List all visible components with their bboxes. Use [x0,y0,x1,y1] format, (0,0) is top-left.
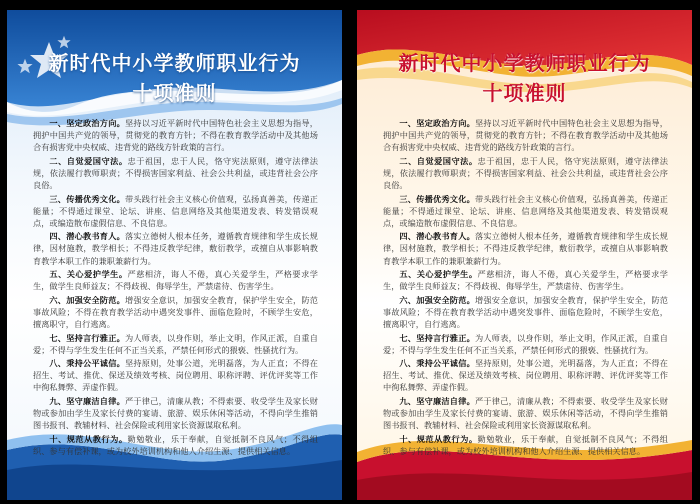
rule-body: 严慈相济，诲人不倦，真心关爱学生，严格要求学生，做学生良师益友；不得歧视、侮辱学生，严禁虐待、伤害学生。 [33,269,318,292]
rule-item [33,117,318,153]
rule-item [383,193,668,229]
rule-heading: 七、坚持言行雅正。 [399,332,475,343]
rule-heading: 四、潜心教书育人。 [49,231,125,242]
rule-heading: 六、加强安全防范。 [399,294,475,305]
rule-body: 严于律己，清廉从教；不得索要、收受学生及家长财物或参加由学生及家长付费的宴请、旅游、娱乐休闲等活动，不得向学生推销图书报刊、教辅材料、社会保险或利用家长资源谋取私利。 [33,396,318,431]
rule-heading: 六、加强安全防范。 [49,294,125,305]
title-line-1: 新时代中小学教师职业行为 [48,51,301,75]
rule-item [33,395,318,431]
rule-heading: 四、潜心教书育人。 [399,231,475,242]
rule-item [33,357,318,393]
rule-body: 忠于祖国，忠于人民，恪守宪法原则，遵守法律法规，依法履行教师职责；不得损害国家利益、社会公共利益，或违背社会公序良俗。 [33,155,318,190]
rule-body: 带头践行社会主义核心价值观，弘扬真善美，传递正能量；不得通过课堂、论坛、讲座、信息网络及其他渠道发表、转发错误观点，或编造散布虚假信息、不良信息。 [33,193,318,228]
rule-item [33,268,318,292]
rule-body: 落实立德树人根本任务，遵循教育规律和学生成长规律，因材施教，教学相长；不得违反教学纪律，敷衍教学，或擅自从事影响教育教学本职工作的兼职兼薪行为。 [383,231,668,266]
rule-heading: 五、关心爱护学生。 [49,269,128,280]
rule-heading: 二、自觉爱国守法。 [49,155,128,166]
rules-text [383,117,668,459]
rule-heading: 九、坚守廉洁自律。 [49,396,125,407]
page-title [7,48,342,108]
rule-body: 坚持以习近平新时代中国特色社会主义思想为指导，拥护中国共产党的领导，贯彻党的教育方针；不得在教育教学活动中及其他场合有损害党中央权威、违背党的路线方针政策的言行。 [33,118,318,153]
rule-body: 增强安全意识，加强安全教育，保护学生安全，防范事故风险；不得在教育教学活动中遇突发事件、面临危险时，不顾学生安危，擅离职守，自行逃离。 [383,294,668,329]
rule-item [33,294,318,330]
rule-heading: 十、规范从教行为。 [399,433,478,444]
rule-body: 为人师表，以身作则，举止文明，作风正派，自重自爱；不得与学生发生任何不正当关系，严禁任何形式的猥亵、性骚扰行为。 [33,332,318,355]
rule-heading: 一、坚定政治方向。 [399,118,475,128]
rule-body: 带头践行社会主义核心价值观，弘扬真善美，传递正能量；不得通过课堂、论坛、讲座、信息网络及其他渠道发表、转发错误观点，或编造散布虚假信息、不良信息。 [383,193,668,228]
rule-item [383,433,668,457]
rule-item [383,117,668,153]
rule-item [383,357,668,393]
rule-item [33,433,318,457]
rule-body: 坚持原则，处事公道，光明磊落，为人正直；不得在招生、考试、推优、保送及绩效考核、岗位聘用、职称评聘、评优评奖等工作中徇私舞弊、弄虚作假。 [383,358,668,393]
poster-blue [7,10,342,500]
rule-heading: 五、关心爱护学生。 [399,269,478,280]
rule-body: 坚持原则，处事公道，光明磊落，为人正直；不得在招生、考试、推优、保送及绩效考核、岗位聘用、职称评聘、评优评奖等工作中徇私舞弊、弄虚作假。 [33,358,318,393]
rule-body: 忠于祖国，忠于人民，恪守宪法原则，遵守法律法规，依法履行教师职责；不得损害国家利益、社会公共利益，或违背社会公序良俗。 [383,155,668,190]
rule-body: 勤勉敬业，乐于奉献，自觉抵制不良风气；不得组织、参与有偿补课，或为校外培训机构和他人介绍生源、提供相关信息。 [383,433,668,456]
rules-text [33,117,318,459]
rule-heading: 三、传播优秀文化。 [49,193,125,204]
poster-red [357,10,692,500]
rule-heading: 八、秉持公平诚信。 [49,358,125,369]
rule-item [383,395,668,431]
rule-heading: 十、规范从教行为。 [49,433,128,444]
rule-heading: 二、自觉爱国守法。 [399,155,478,166]
rule-heading: 三、传播优秀文化。 [399,193,475,204]
rule-heading: 九、坚守廉洁自律。 [399,396,475,407]
title-line-2: 十项准则 [132,81,217,105]
rule-heading: 七、坚持言行雅正。 [49,332,125,343]
rule-heading: 一、坚定政治方向。 [49,118,125,128]
rule-item [383,155,668,191]
rule-body: 严于律己，清廉从教；不得索要、收受学生及家长财物或参加由学生及家长付费的宴请、旅游、娱乐休闲等活动，不得向学生推销图书报刊、教辅材料、社会保险或利用家长资源谋取私利。 [383,396,668,431]
page-title [357,48,692,108]
title-line-2: 十项准则 [482,81,567,105]
rule-body: 勤勉敬业，乐于奉献，自觉抵制不良风气；不得组织、参与有偿补课，或为校外培训机构和他人介绍生源、提供相关信息。 [33,433,318,456]
rule-item [33,155,318,191]
title-line-1: 新时代中小学教师职业行为 [398,51,651,75]
rule-item [383,230,668,266]
rule-item [33,230,318,266]
rule-body: 为人师表，以身作则，举止文明，作风正派，自重自爱；不得与学生发生任何不正当关系，严禁任何形式的猥亵、性骚扰行为。 [383,332,668,355]
rule-body: 坚持以习近平新时代中国特色社会主义思想为指导，拥护中国共产党的领导，贯彻党的教育方针；不得在教育教学活动中及其他场合有损害党中央权威、违背党的路线方针政策的言行。 [383,118,668,153]
rule-body: 增强安全意识，加强安全教育，保护学生安全，防范事故风险；不得在教育教学活动中遇突发事件、面临危险时，不顾学生安危，擅离职守，自行逃离。 [33,294,318,329]
rule-item [33,332,318,356]
rule-body: 落实立德树人根本任务，遵循教育规律和学生成长规律，因材施教，教学相长；不得违反教学纪律，敷衍教学，或擅自从事影响教育教学本职工作的兼职兼薪行为。 [33,231,318,266]
rule-body: 严慈相济，诲人不倦，真心关爱学生，严格要求学生，做学生良师益友；不得歧视、侮辱学生，严禁虐待、伤害学生。 [383,269,668,292]
rule-item [383,332,668,356]
rule-heading: 八、秉持公平诚信。 [399,358,475,369]
rule-item [33,193,318,229]
rule-item [383,268,668,292]
rule-item [383,294,668,330]
star-icon [57,35,71,49]
